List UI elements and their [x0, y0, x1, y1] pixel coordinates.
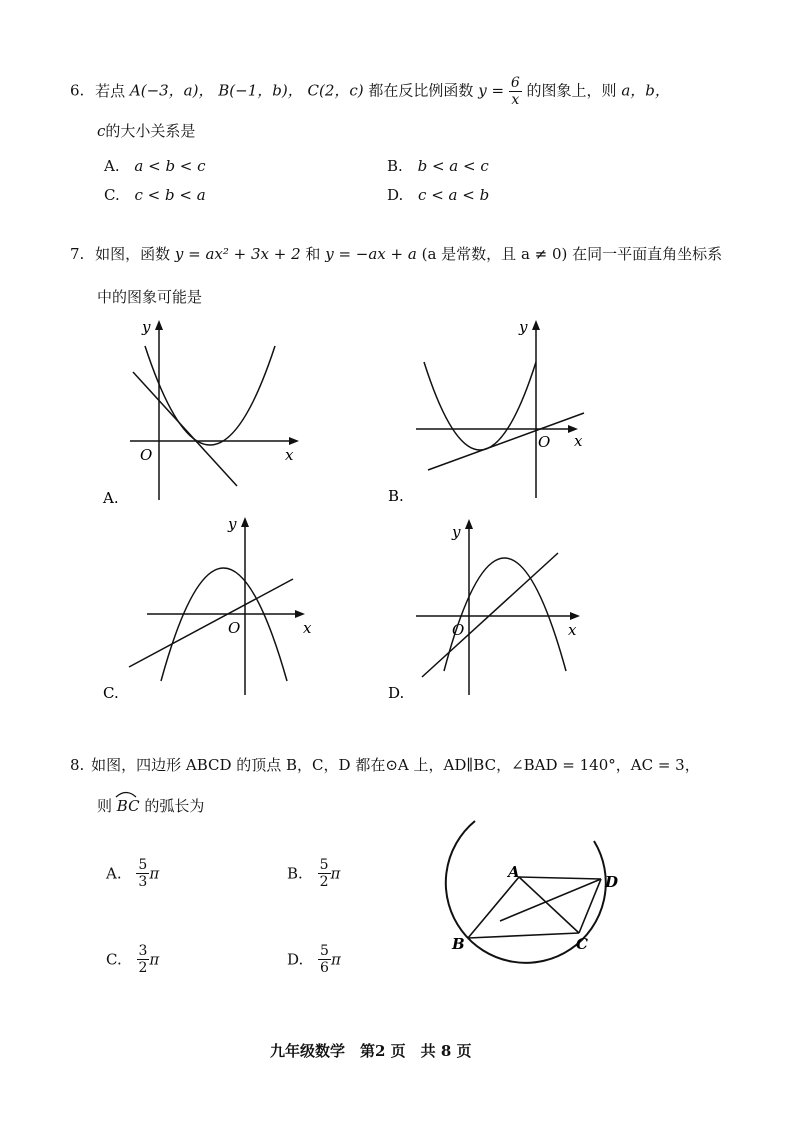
fraction-denominator: 2 — [138, 960, 148, 976]
fraction-numerator: 5 — [320, 943, 329, 959]
fraction-denominator: 3 — [138, 874, 148, 890]
option-6d[interactable] — [387, 186, 489, 204]
option-label: A. — [104, 157, 120, 175]
function-2: y = −ax + a — [325, 245, 417, 263]
question-7-text-b: (a 是常数，且 a ≠ 0) 在同一平面直角坐标系 — [421, 245, 723, 263]
option-text: b < a < c — [417, 157, 489, 175]
option-fraction — [318, 858, 331, 889]
point-label-c: C — [576, 935, 588, 953]
question-6-vars: a，b， — [621, 81, 670, 100]
fraction-denominator: x — [511, 92, 520, 108]
option-label: B. — [287, 864, 303, 883]
parabola — [145, 346, 275, 445]
function-1: y = ax² + 3x + 2 — [174, 245, 301, 263]
pi-symbol: π — [330, 864, 341, 883]
option-6c[interactable] — [104, 186, 206, 204]
segment-bc — [468, 933, 579, 938]
graph-a[interactable] — [95, 310, 315, 510]
option-fraction — [136, 858, 149, 889]
point-c: C(2，c) — [307, 81, 364, 100]
option-6a[interactable] — [104, 157, 206, 175]
origin-label: O — [538, 433, 551, 451]
pi-symbol: π — [149, 864, 160, 883]
option-label: C. — [104, 186, 120, 204]
fraction-numerator: 5 — [319, 857, 329, 873]
question-6-text-a: 若点 — [95, 81, 126, 100]
question-8-line2 — [97, 795, 204, 816]
segment-ac — [519, 877, 579, 933]
y-axis-arrow — [532, 320, 540, 330]
function-fraction — [509, 76, 522, 107]
question-6-text-line2: 的大小关系是 — [105, 122, 196, 140]
straight-line — [428, 413, 584, 470]
y-axis-label: y — [452, 523, 461, 541]
fraction-numerator: 5 — [138, 857, 148, 873]
origin-label: O — [140, 446, 153, 464]
y-axis-label: y — [142, 318, 151, 336]
origin-label: O — [228, 619, 241, 637]
point-b: B(−1，b)， — [218, 81, 303, 100]
circle-figure — [430, 815, 640, 985]
option-text: a < b < c — [134, 157, 206, 175]
fraction-numerator: 6 — [510, 75, 520, 91]
question-7-and: 和 — [305, 245, 321, 263]
question-8-text: 如图，四边形 ABCD 的顶点 B，C，D 都在⊙A 上，AD∥BC，∠BAD = 140°，AC = 3， — [91, 756, 700, 774]
option-label: C. — [106, 950, 122, 969]
graph-b-label: B. — [388, 487, 404, 505]
fraction-numerator: 3 — [138, 943, 148, 959]
pi-symbol: π — [149, 950, 160, 969]
x-axis-label: x — [303, 619, 312, 637]
x-axis-arrow — [295, 610, 305, 618]
graph-c[interactable] — [95, 505, 325, 705]
option-label: D. — [287, 950, 304, 969]
straight-line — [133, 372, 237, 486]
x-axis-label: x — [568, 621, 577, 639]
graph-d-label: D. — [388, 684, 405, 702]
option-label: A. — [106, 864, 122, 883]
x-axis-label: x — [285, 446, 294, 464]
function-lhs: y = — [478, 81, 505, 100]
arc-mark — [115, 790, 137, 798]
pi-symbol: π — [330, 950, 341, 969]
question-7-number: 7. — [70, 245, 85, 263]
segment-ab — [468, 877, 519, 938]
graph-c-label: C. — [103, 684, 119, 702]
parabola — [161, 568, 287, 681]
question-6-line2 — [97, 120, 195, 141]
parabola — [444, 558, 566, 671]
question-7-text-a: 如图，函数 — [95, 245, 171, 263]
option-text: c < b < a — [134, 186, 206, 204]
fraction-denominator: 2 — [319, 874, 329, 890]
point-a: A(−3，a)， — [129, 81, 214, 100]
question-6-text-c: 的图象上，则 — [526, 81, 617, 100]
question-6-text-b: 都在反比例函数 — [368, 81, 474, 100]
option-8c[interactable] — [106, 944, 159, 975]
fraction-denominator: 6 — [320, 960, 329, 976]
option-8b[interactable] — [287, 858, 340, 889]
question-8 — [70, 754, 700, 775]
option-6b[interactable] — [387, 157, 489, 175]
y-axis-label: y — [228, 515, 237, 533]
x-axis-arrow — [289, 437, 299, 445]
y-axis-arrow — [465, 519, 473, 529]
question-6-var-c: c — [97, 122, 106, 140]
question-6-number: 6. — [70, 81, 85, 100]
question-6 — [70, 76, 670, 107]
point-label-a: A — [508, 863, 520, 881]
graph-a-label: A. — [103, 489, 119, 507]
option-label: D. — [387, 186, 404, 204]
option-fraction — [318, 944, 331, 975]
straight-line — [422, 553, 558, 677]
y-axis-arrow — [155, 320, 163, 330]
y-axis-label: y — [519, 318, 528, 336]
point-label-b: B — [452, 935, 465, 953]
question-8-text-b: 的弧长为 — [144, 797, 205, 815]
x-axis-arrow — [570, 612, 580, 620]
graph-b[interactable] — [380, 310, 600, 510]
graph-d[interactable] — [380, 505, 600, 705]
question-7-line2: 中的图象可能是 — [97, 288, 203, 306]
origin-label: O — [452, 621, 465, 639]
arc-bc: BC — [116, 797, 140, 815]
question-8-number: 8. — [70, 756, 85, 774]
segment-ad — [519, 877, 601, 879]
question-8-text-a: 则 — [97, 797, 113, 815]
option-label: B. — [387, 157, 403, 175]
page-footer: 九年级数学 第2 页 共 8 页 — [270, 1042, 472, 1060]
y-axis-arrow — [241, 517, 249, 527]
option-8a[interactable] — [106, 858, 159, 889]
point-label-d: D — [605, 873, 619, 891]
option-text: c < a < b — [418, 186, 490, 204]
option-8d[interactable] — [287, 944, 341, 975]
x-axis-label: x — [574, 432, 583, 450]
option-fraction — [137, 944, 150, 975]
question-7 — [70, 243, 722, 264]
